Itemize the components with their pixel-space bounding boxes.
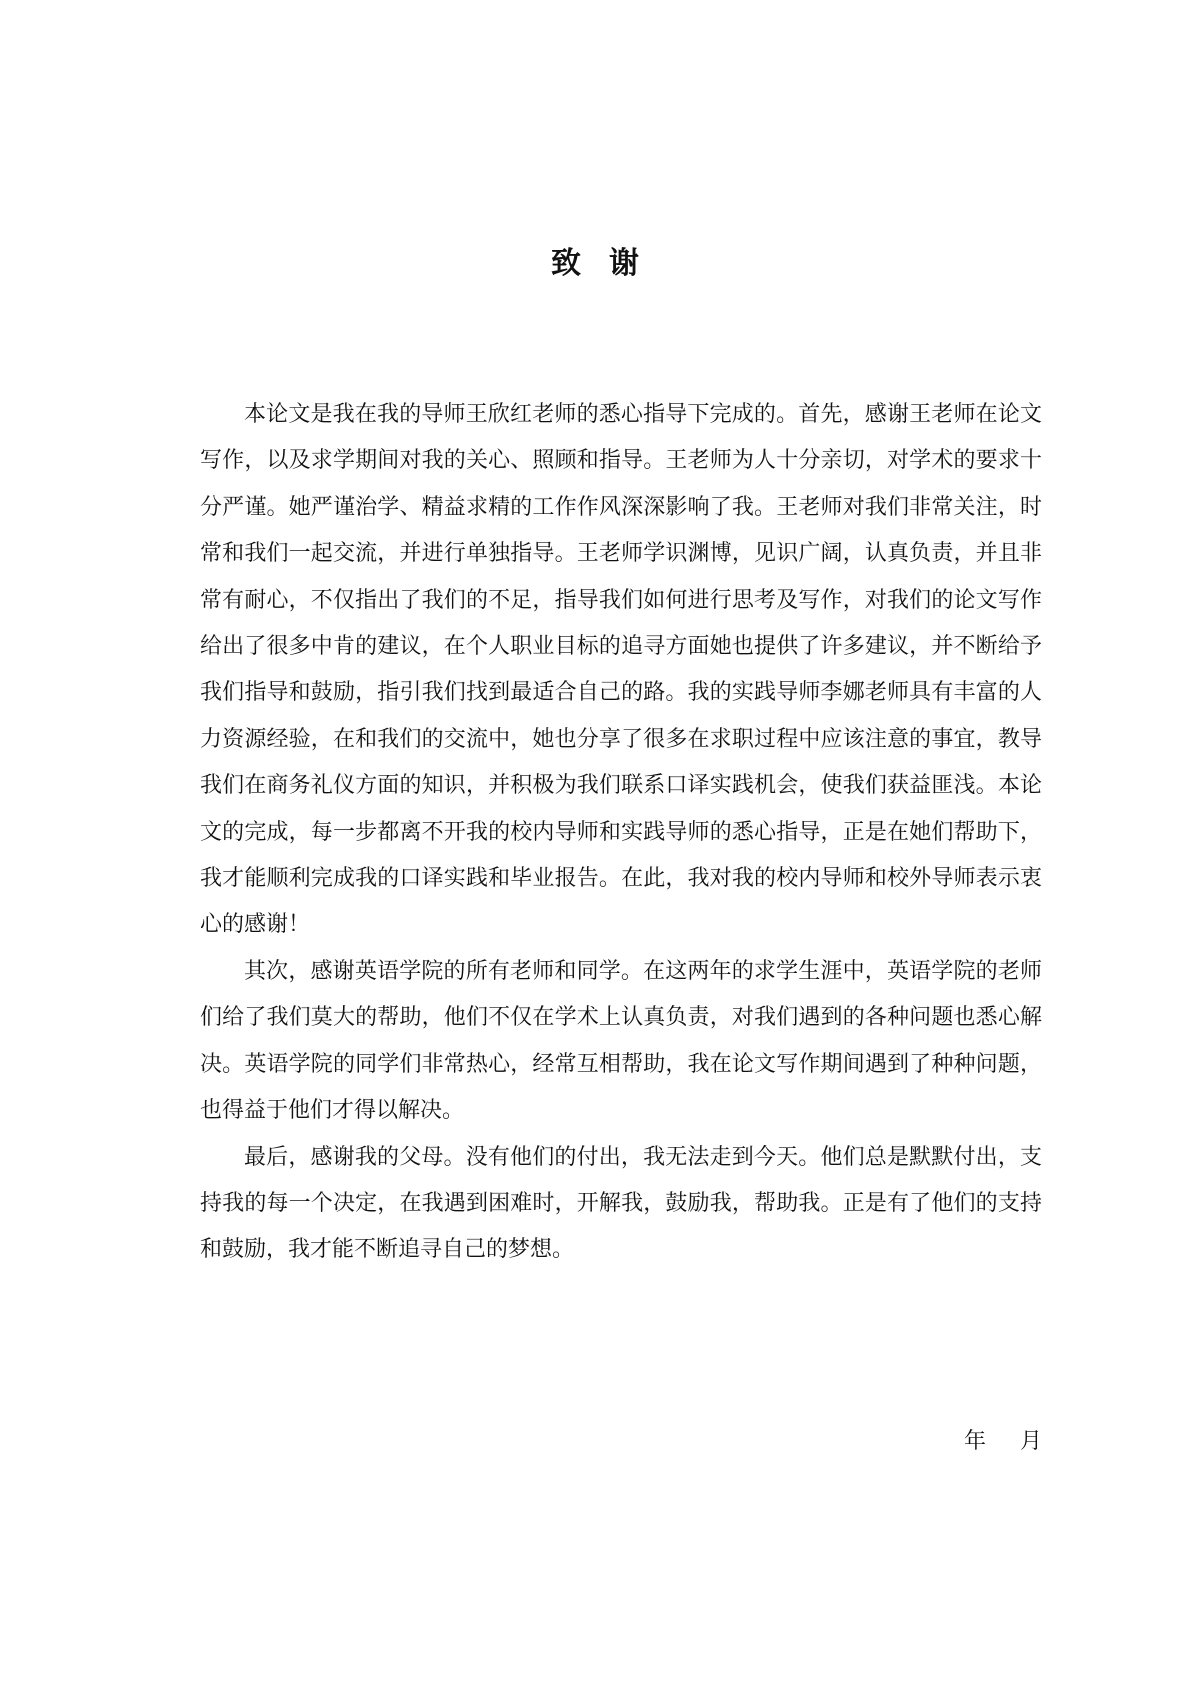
date-year: 年 <box>963 1429 986 1454</box>
paragraph-2: 其次，感谢英语学院的所有老师和同学。在这两年的求学生涯中，英语学院的老师们给了我们莫大的帮助，他们不仅在学术上认真负责，对我们遇到的各种问题也悉心解决。英语学院的同学们非常热心，经常互相帮助，我在论文写作期间遇到了种种问题，也得益于他们才得以解决。 <box>200 958 1042 1124</box>
paragraph-3: 最后，感谢我的父母。没有他们的付出，我无法走到今天。他们总是默默付出，支持我的每一个决定，在我遇到困难时，开解我，鼓励我，帮助我。正是有了他们的支持和鼓励，我才能不断追寻自己的梦想。 <box>200 1144 1042 1263</box>
acknowledgement-body <box>200 392 1042 1274</box>
date-month: 月 <box>1019 1429 1042 1454</box>
page-title <box>0 244 1190 284</box>
paragraph-1: 本论文是我在我的导师王欣红老师的悉心指导下完成的。首先，感谢王老师在论文写作，以及求学期间对我的关心、照顾和指导。王老师为人十分亲切，对学术的要求十分严谨。她严谨治学、精益求精的工作作风深深影响了我。王老师对我们非常关注，时常和我们一起交流，并进行单独指导。王老师学识渊博，见识广阔，认真负责，并且非常有耐心，不仅指出了我们的不足，指导我们如何进行思考及写作，对我们的论文写作给出了很多中肯的建议，在个人职业目标的追寻方面她也提供了许多建议，并不断给予我们指导和鼓励，指引我们找到最适合自己的路。我的实践导师李娜老师具有丰富的人力资源经验，在和我们的交流中，她也分享了很多在求职过程中应该注意的事宜，教导我们在商务礼仪方面的知识，并积极为我们联系口译实践机会，使我们获益匪浅。本论文的完成，每一步都离不开我的校内导师和实践导师的悉心指导，正是在她们帮助下，我才能顺利完成我的口译实践和毕业报告。在此，我对我的校内导师和校外导师表示衷心的感谢！ <box>200 402 1042 938</box>
title-char-2: 谢 <box>609 246 639 281</box>
date-line <box>964 1422 1042 1462</box>
title-char-1: 致 <box>551 246 581 281</box>
